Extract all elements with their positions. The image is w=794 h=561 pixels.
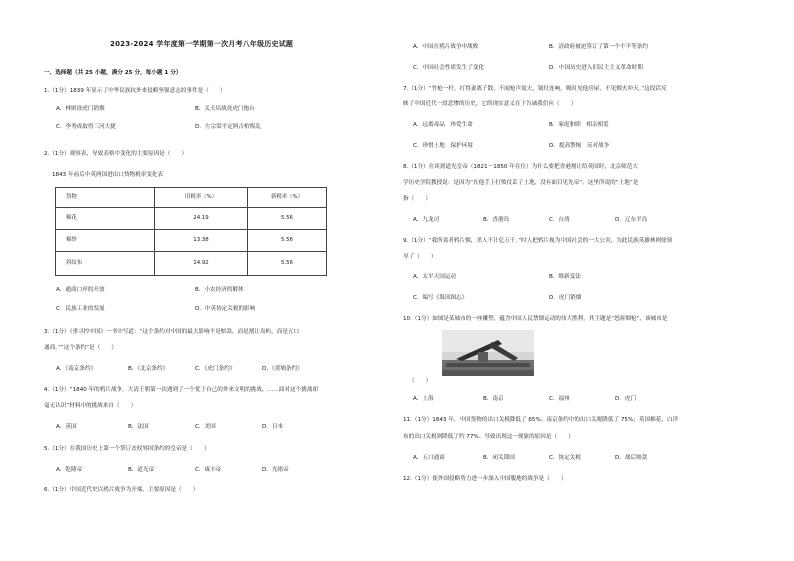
question-11-line1: 11.（1分）1843 年，中国货物的出口关税降低了 65%；南京条约中的出口关税降低了 75%；英国棉花、白洋	[403, 417, 679, 423]
option-1a: A．林则徐虎门销烟	[56, 106, 105, 112]
option-8b: B．香港岛	[483, 217, 510, 223]
table-cell: 24.19	[155, 208, 248, 230]
option-7c: C．珍惜土地 保护环境	[413, 143, 473, 149]
option-5b: B．道光帝	[128, 467, 155, 473]
table-cell: 5.56	[248, 230, 327, 252]
table-cell: 14.92	[155, 252, 248, 276]
option-5d: D．光绪帝	[262, 467, 289, 473]
question-9-line1: 9.（1分）“我所畏者鸦片烟，杀人不计亿万千。”时人把鸦片视为中国社会的一大公害，为此民族英雄林则徐领	[403, 238, 673, 244]
question-4-line2: 毫无认识”材料中的挑战来自（ ）	[44, 403, 137, 409]
option-4b: B．法国	[128, 424, 149, 430]
option-9d: D．虎门销烟	[549, 295, 582, 301]
table-cell: 斜纹布	[56, 252, 155, 276]
question-2: 2.（1分）观察表，导致表格中变化的主要原因是（ ）	[44, 151, 188, 157]
question-12: 12.（1分）使外国侵略势力进一步深入中国腹地的战争是（ ）	[403, 476, 567, 482]
option-2a: A．通商口岸的开放	[56, 287, 105, 293]
option-5c: C．咸丰帝	[195, 467, 222, 473]
option-11b: B．闭关锁国	[483, 455, 515, 461]
question-10-bracket: （ ）	[409, 378, 432, 384]
option-7a: A．远离毒品 珍爱生命	[413, 122, 473, 128]
question-8-line2: 学历史学院教授说：是因为“在他手上打败仗丢了土地，没有面目见先帝”。这里所说的“土地”是	[403, 180, 639, 186]
question-4-line1: 4.（1分）“1840 年的鸦片战争，大清王朝第一次遇到了一个优于自己的外来文明的挑战，……面对这个挑战却	[44, 387, 318, 393]
option-7b: B．家庭和睦 相亲相爱	[549, 122, 609, 128]
option-2c: C．民族工业的发展	[56, 306, 105, 312]
option-2d: D．中英协定关税的影响	[195, 306, 256, 312]
table-header: 新税率（%）	[248, 188, 327, 208]
option-5a: A．乾隆帝	[56, 467, 83, 473]
option-1b: B．关天培战死虎门炮台	[195, 106, 255, 112]
option-9b: B．维新变法	[549, 274, 581, 280]
option-3a: A．《南京条约》	[56, 366, 97, 372]
option-3d: D．《黄埔条约》	[262, 366, 303, 372]
question-8-line3: 指（ ）	[403, 196, 431, 202]
option-1c: C．李秀成取得三河大捷	[56, 124, 116, 130]
price-table	[55, 187, 327, 276]
question-10-line1: 10.（1分）如图是某城市的一座雕塑，蕴含中国人民禁烟运动的伟大胜利，其主题是“怒拆烟枪”，该城市是	[403, 316, 668, 322]
option-4d: D．日本	[262, 424, 284, 430]
option-6d: D．中国历史进入旧民主主义革命时期	[549, 65, 643, 71]
option-9a: A．太平天国运动	[413, 274, 456, 280]
question-3-line2: 通商。”“这个条约”是（ ）	[44, 345, 118, 351]
table-cell: 棉纱	[56, 230, 155, 252]
option-6b: B．清政府被迫签订了第一个不平等条约	[549, 44, 648, 50]
option-3b: B．《北京条约》	[128, 366, 169, 372]
option-8a: A．九龙司	[413, 217, 440, 223]
table-caption: 1843 年前后中英两国进出口货物税率变化表	[52, 172, 164, 178]
table-cell: 棉花	[56, 208, 155, 230]
option-9c: C．编写《海国图志》	[413, 295, 468, 301]
option-10c: C．福州	[549, 396, 570, 402]
question-5: 5.（1分）在我国历史上第一个签订丧权辱国条约的皇帝是（ ）	[44, 446, 210, 452]
section-heading: 一、选择题（共 25 小题，满分 25 分，每小题 1 分）	[44, 70, 182, 76]
table-cell: 13.38	[155, 230, 248, 252]
question-7-line2: 映了中国近代一段悲惨的历史，它的现实意义在于告诫我们应（ ）	[403, 101, 577, 107]
table-header: 旧税率（%）	[155, 188, 248, 208]
question-9-line2: 导了（ ）	[403, 254, 437, 260]
option-2b: B．小农经济的解体	[195, 287, 244, 293]
option-11c: C．协定关税	[549, 455, 581, 461]
option-8c: C．台湾	[549, 217, 570, 223]
question-8-line1: 8.（1分）在谈到道光皇帝（1821－1850 年在位）为什么要把香港割让给英国时，北京师范大	[403, 164, 638, 170]
option-10b: B．南京	[483, 396, 504, 402]
option-8d: D．辽东半岛	[615, 217, 648, 223]
option-11a: A．五口通商	[413, 455, 445, 461]
exam-title: 2023-2024 学年度第一学期第一次月考八年级历史试题	[110, 40, 294, 48]
option-6a: A．中国在鸦片战争中战败	[413, 44, 479, 50]
question-11-line2: 布的出口关税则降低了约 77%。导致出现这一现象的原因是（ ）	[403, 434, 574, 440]
option-3c: C．《虎门条约》	[195, 366, 236, 372]
table-cell: 5.56	[248, 252, 327, 276]
option-10a: A．上海	[413, 396, 434, 402]
option-7d: D．提高警惕 反对战争	[549, 143, 610, 149]
option-11d: D．战后赔款	[615, 455, 648, 461]
option-4c: C．美国	[195, 424, 216, 430]
table-header: 货物	[56, 188, 155, 208]
table-cell: 5.56	[248, 208, 327, 230]
question-3-line1: 3.（1分）《重寻控中国》一书中写道：“这个条约对中国的最大影响不是赔款，而是割让岛屿，而是五口	[44, 329, 300, 335]
question-1: 1.（1分）1839 年显示了中华民族抗外来侵略坚强意志的事件是（ ）	[44, 88, 226, 94]
option-10d: D．虎门	[615, 396, 637, 402]
option-6c: C．中国社会性质发生了变化	[413, 65, 485, 71]
question-6: 6.（1分）中国近代史以鸦片战争为开端，主要原因是（ ）	[44, 487, 199, 493]
option-1d: D．左宗棠平定阿古柏叛乱	[195, 124, 261, 130]
option-4a: A．英国	[56, 424, 77, 430]
sculpture-photo	[442, 330, 534, 376]
question-7-line1: 7.（1分）“竹枪一杆，打得妻离子散，不闻枪声震天，锅灶连响，吸时见他房屋，不见烟火冲天。”这段话反	[403, 86, 667, 92]
